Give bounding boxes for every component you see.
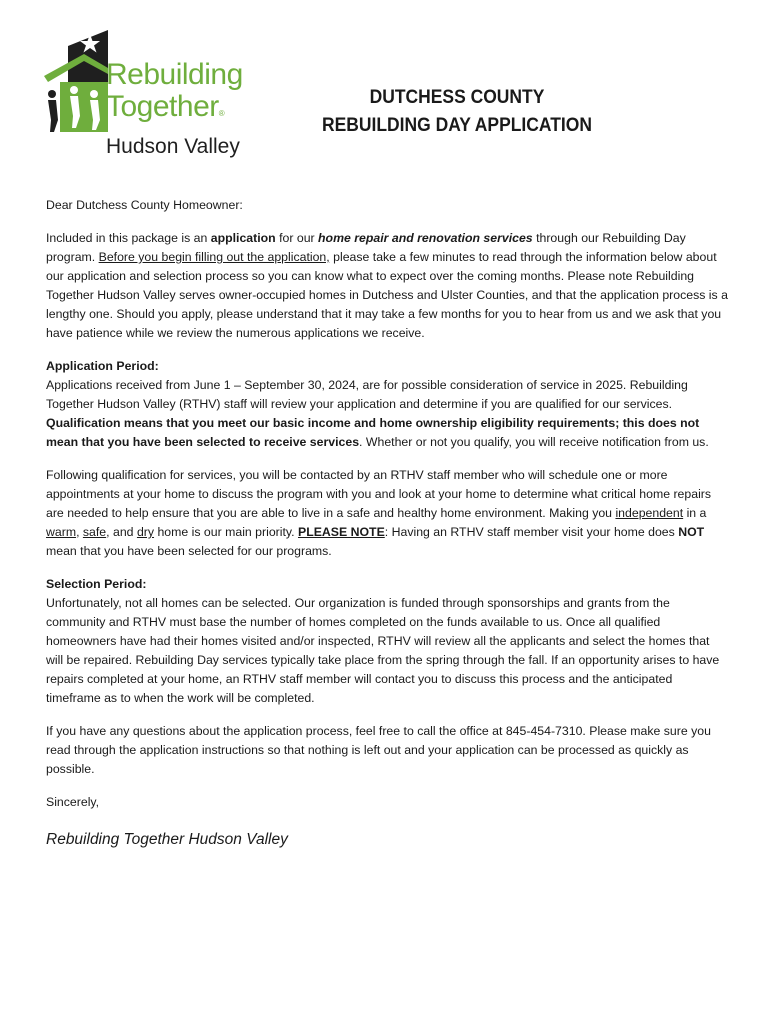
underlined-independent: independent [615, 506, 684, 520]
qualification-paragraph [46, 466, 728, 561]
application-period-text-2: . Whether or not you qualify, you will receive notification from us. [359, 435, 709, 449]
qualification-text-7: mean that you have been selected for our programs. [46, 544, 332, 558]
intro-underlined-note: Before you begin filling out the application, [98, 250, 330, 264]
underlined-warm: warm [46, 525, 77, 539]
questions-paragraph: If you have any questions about the application process, feel free to call the office at 845-454-7310. Please make sure you read through the application instructions so that nothing is left out and your application can be processed as quickly as possible. [46, 724, 711, 776]
selection-period-section [46, 575, 728, 708]
qualification-text-6: : Having an RTHV staff member visit your home does [384, 525, 679, 539]
bold-not: NOT [678, 525, 705, 539]
letter-body [46, 196, 728, 863]
logo-wordmark-line2 [106, 92, 224, 129]
registered-mark: ® [218, 109, 225, 118]
selection-period-text: Unfortunately, not all homes can be selected. Our organization is funded through sponsorships and grants from the community and RTHV must base the number of homes completed on the funds available to us. Once all qualified homeowners have had their homes visited and/or inspected, RTHV will review all the applicants and select the homes that will be repaired. Rebuilding Day services typically take place from the spring through the fall. If an opportunity arises to have repairs completed at your home, an RTHV staff member will contact you to discuss this process and the anticipated timeframe as to when the work will be completed. [46, 596, 720, 705]
page-title-line1: DUTCHESS COUNTY [369, 87, 545, 108]
underlined-dry: dry [136, 525, 155, 539]
page-title-line2: REBUILDING DAY APPLICATION [321, 115, 592, 136]
closing: Sincerely, [46, 795, 100, 809]
please-note-label: PLEASE NOTE [298, 525, 385, 539]
intro-services-emphasis: home repair and renovation services [318, 231, 533, 245]
qualification-text-1: Following qualification for services, you will be contacted by an RTHV staff member who will schedule one or more appointments at your home to discuss the program with you and look at your home to determine what critical home repairs are needed to help ensure that you are able to live in a safe and healthy home environment. Making you [46, 468, 712, 520]
intro-text-3: through our Rebuilding Day program. [46, 231, 686, 264]
intro-text-4: please take a few minutes to read through the information below about our application and selection process so you can know what to expect over the coming months. Please note Rebuilding Together Hudson Valley serves owner-occupied homes in Dutchess and Ulster Counties, and that the application process is a lengthy one. Should you apply, please understand that it may take a few months for you to hear from us and we ask that you have patience while we review the numerous applications we receive. [46, 250, 728, 340]
logo-wordmark-line1: Rebuilding [106, 58, 243, 91]
salutation: Dear Dutchess County Homeowner: [46, 198, 243, 212]
application-period-section [46, 357, 728, 452]
qualification-text-2: in a [683, 506, 707, 520]
logo-subtitle: Hudson Valley [106, 135, 240, 158]
application-period-heading: Application Period: [46, 359, 159, 373]
intro-text-1: Included in this package is an [46, 231, 211, 245]
intro-paragraph [46, 229, 728, 343]
rebuilding-together-logo [40, 24, 270, 169]
selection-period-heading: Selection Period: [46, 577, 147, 591]
logo-wordmark-together: Together [106, 90, 219, 123]
signature: Rebuilding Together Hudson Valley [46, 831, 288, 848]
application-period-text-1: Applications received from June 1 – September 30, 2024, are for possible consideration of service in 2025. Rebuilding Together Hudson Valley (RTHV) staff will review your application and determine if you are qualified for our services. [46, 378, 688, 411]
qualification-text-4: , and [106, 525, 137, 539]
intro-bold-application: application [210, 231, 276, 245]
qualification-bold-statement: Qualification means that you meet our basic income and home ownership eligibility requirements; this does not mean that you have been selected to receive services [46, 416, 700, 449]
underlined-safe: safe [82, 525, 107, 539]
qualification-text-5: home is our main priority. [154, 525, 298, 539]
intro-text-2: for our [275, 231, 319, 245]
qualification-text-3: , [76, 525, 83, 539]
